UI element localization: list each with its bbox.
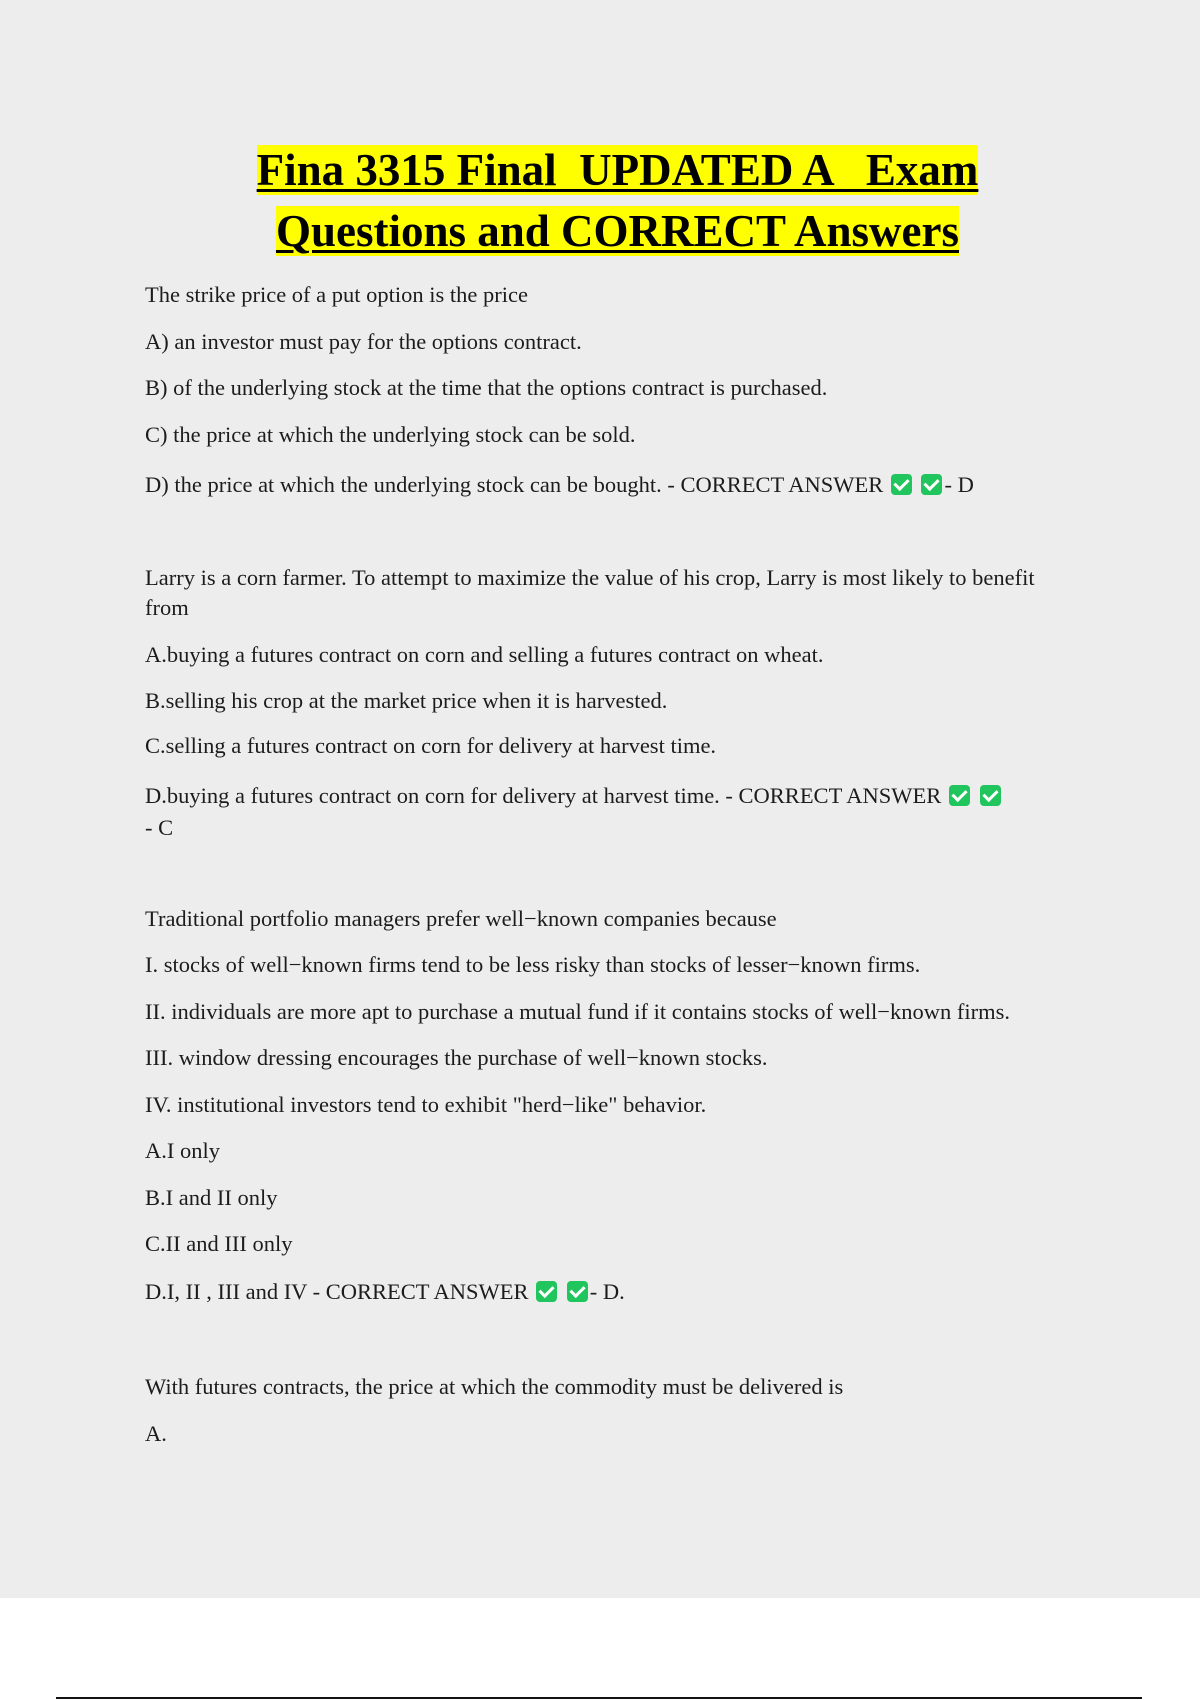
title-line-2: Questions and CORRECT Answers — [275, 206, 960, 256]
question-2-option-d-text: D.buying a futures contract on corn for delivery at harvest time. - CORRECT ANSWER — [145, 783, 942, 808]
question-1-option-a: A) an investor must pay for the options contract. — [145, 329, 582, 354]
question-2-stem: Larry is a corn farmer. To attempt to maximize the value of his crop, Larry is most likely to benefit from — [145, 565, 1035, 620]
question-3-answer: - D. — [589, 1279, 625, 1304]
question-2-answer: - C — [145, 815, 174, 840]
question-3-option-c: C.II and III only — [145, 1231, 293, 1256]
check-box-icon — [536, 1281, 557, 1302]
title-line-1: Fina 3315 Final UPDATED A Exam — [256, 145, 979, 195]
question-1-option-b: B) of the underlying stock at the time that the options contract is purchased. — [145, 375, 828, 400]
question-2-option-b: B.selling his crop at the market price when it is harvested. — [145, 688, 668, 713]
question-3-option-b: B.I and II only — [145, 1185, 278, 1210]
question-1-answer: - D — [944, 472, 974, 497]
question-1-option-c: C) the price at which the underlying stock can be sold. — [145, 422, 636, 447]
question-1-stem: The strike price of a put option is the price — [145, 282, 529, 307]
check-box-icon — [891, 474, 912, 495]
question-3-option-d — [145, 1277, 1085, 1307]
question-3-option-d-text: D.I, II , III and IV - CORRECT ANSWER — [145, 1279, 529, 1304]
check-box-icon — [921, 474, 942, 495]
question-2-option-c: C.selling a futures contract on corn for delivery at harvest time. — [145, 733, 717, 758]
question-3-statement-3: III. window dressing encourages the purchase of well−known stocks. — [145, 1045, 768, 1070]
question-3-statement-1: I. stocks of well−known firms tend to be less risky than stocks of lesser−known firms. — [145, 952, 921, 977]
question-4-option-a: A. — [145, 1421, 167, 1446]
question-1-option-d — [145, 470, 1085, 500]
question-3-option-a: A.I only — [145, 1138, 220, 1163]
check-box-icon — [949, 785, 970, 806]
question-2-option-a: A.buying a futures contract on corn and selling a futures contract on wheat. — [145, 642, 824, 667]
document-title — [140, 140, 1095, 262]
question-4-stem: With futures contracts, the price at which the commodity must be delivered is — [145, 1374, 844, 1399]
question-3-stem: Traditional portfolio managers prefer well−known companies because — [145, 906, 777, 931]
question-2-option-d — [145, 781, 1085, 811]
question-3-statement-4: IV. institutional investors tend to exhibit "herd−like" behavior. — [145, 1092, 707, 1117]
question-3-statement-2: II. individuals are more apt to purchase a mutual fund if it contains stocks of well−known firms. — [145, 999, 1010, 1024]
footer-divider — [56, 1697, 1142, 1699]
check-box-icon — [980, 785, 1001, 806]
check-box-icon — [567, 1281, 588, 1302]
question-1-option-d-text: D) the price at which the underlying stock can be bought. - CORRECT ANSWER — [145, 472, 884, 497]
